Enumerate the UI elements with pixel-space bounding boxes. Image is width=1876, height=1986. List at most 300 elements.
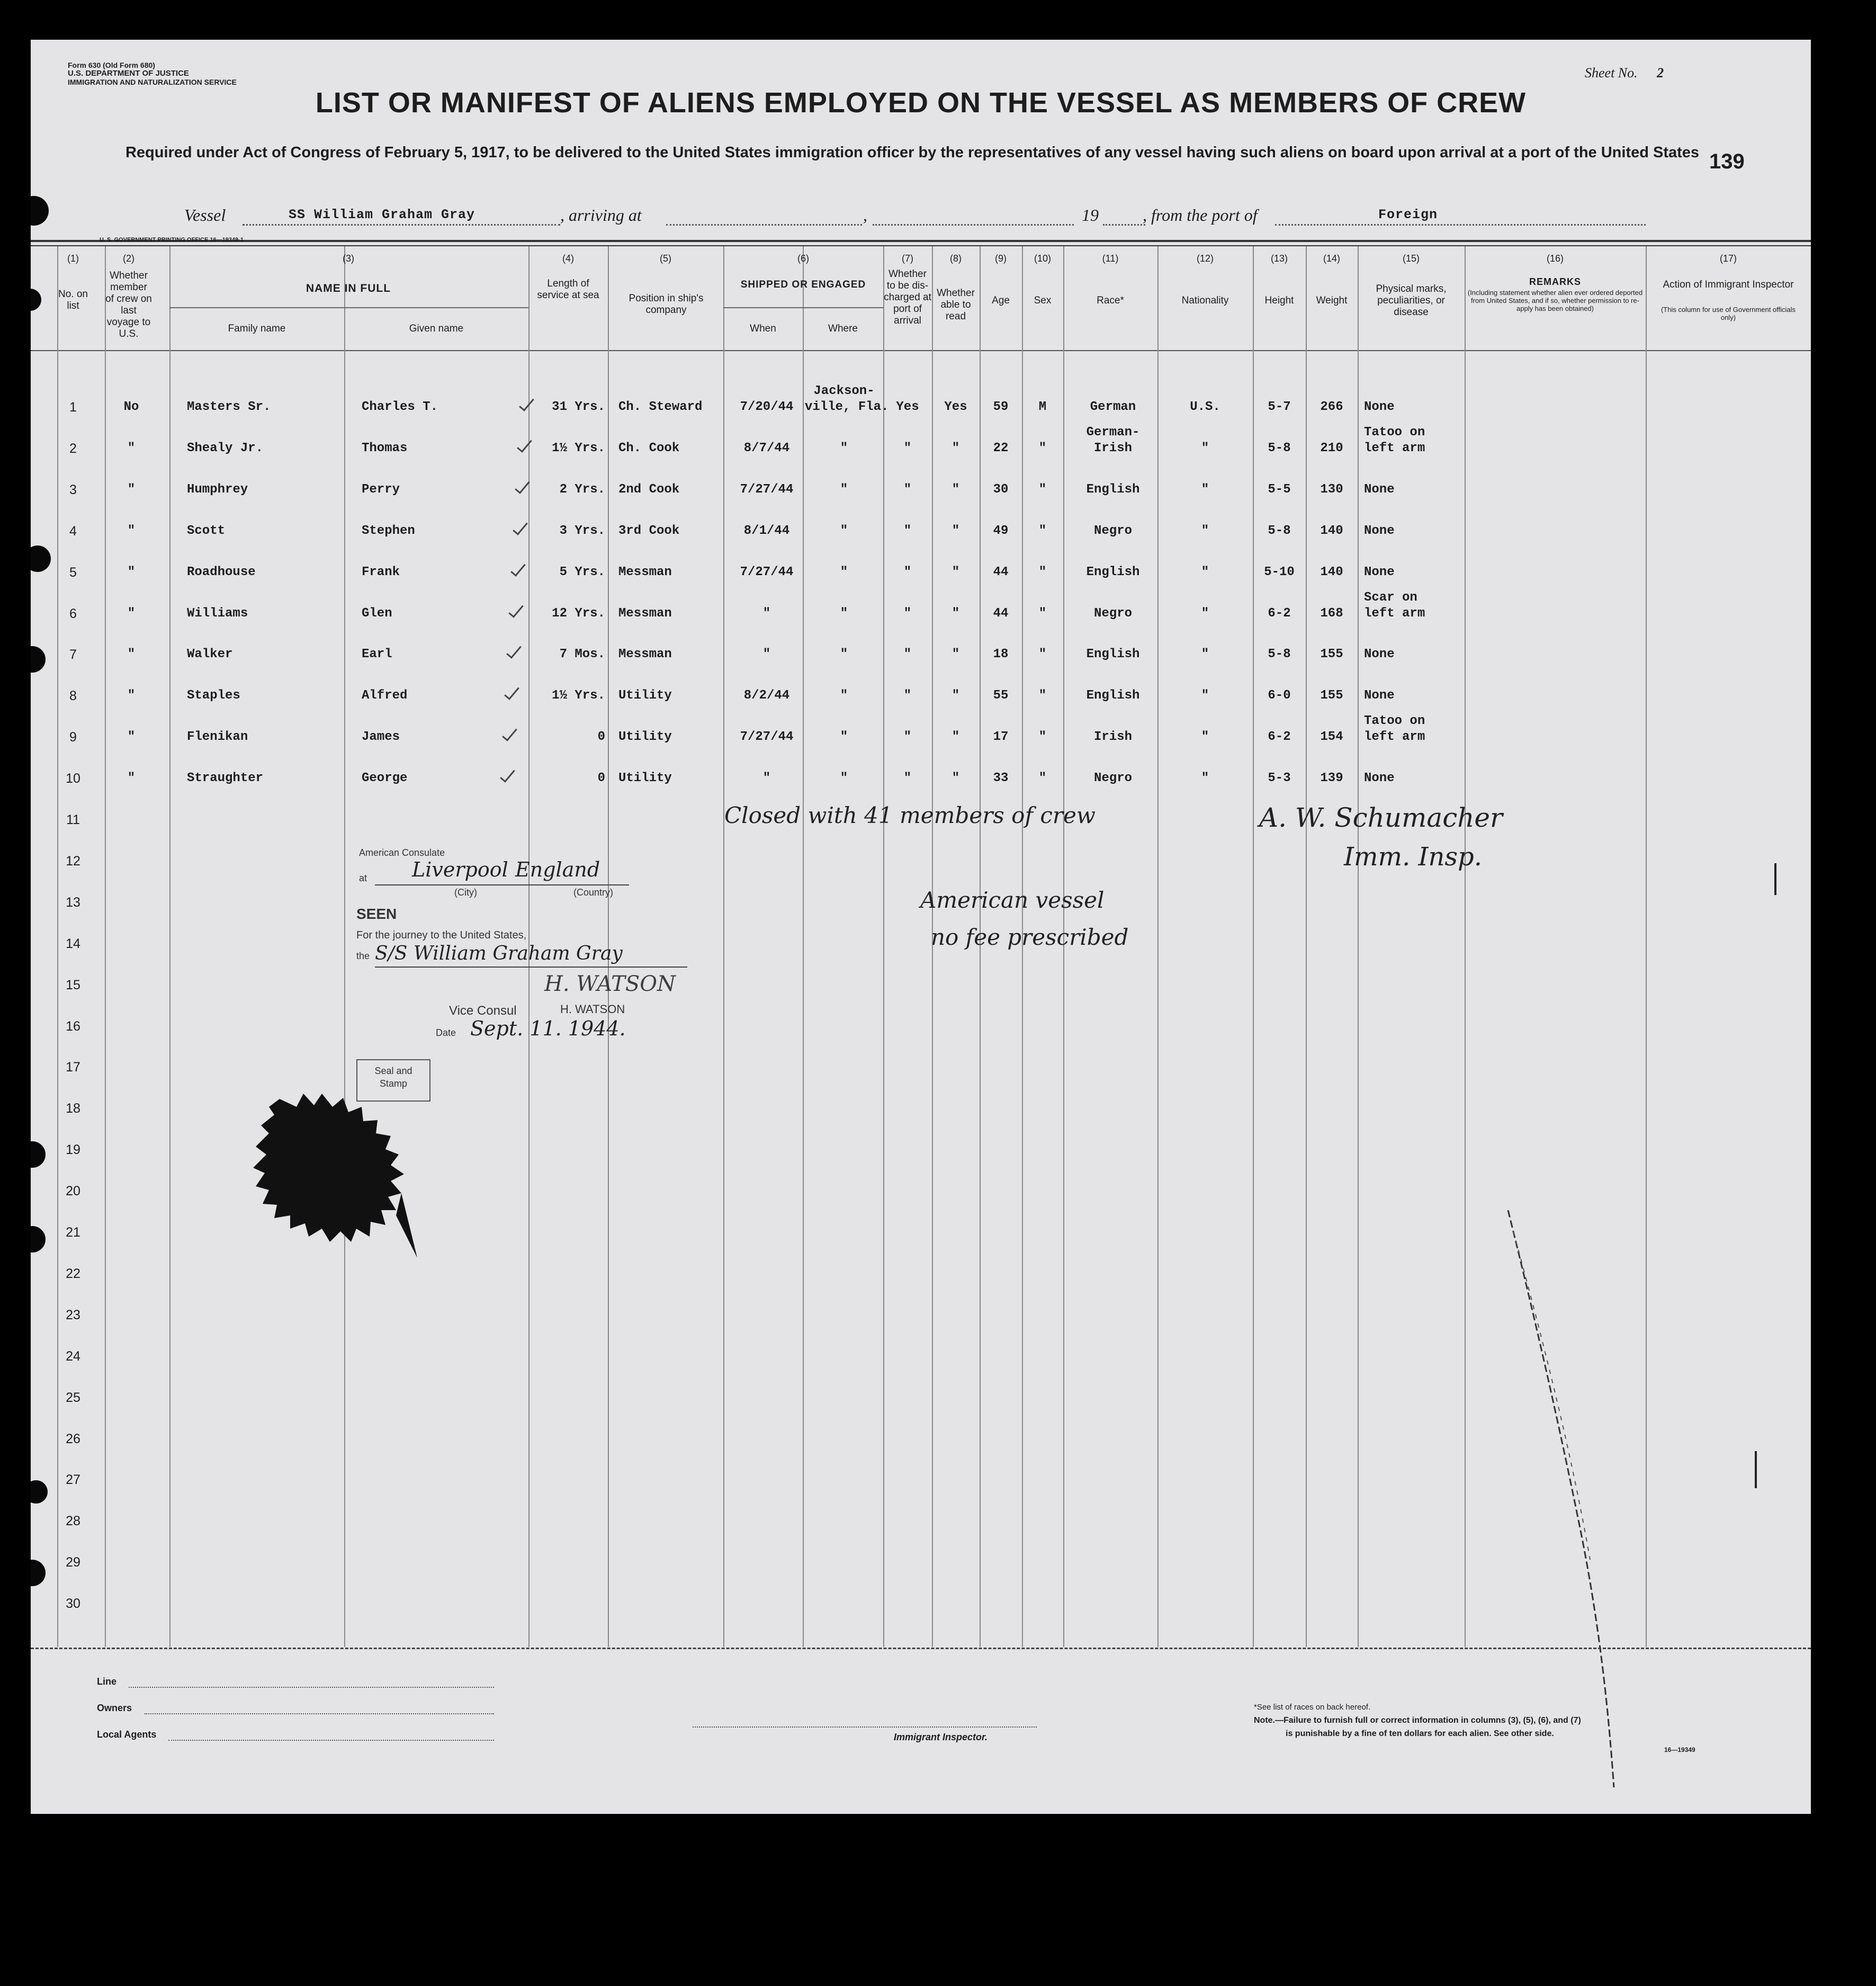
cell-age: 17 bbox=[993, 730, 1009, 745]
row-number: 23 bbox=[66, 1307, 80, 1322]
year-underline bbox=[1103, 224, 1145, 226]
row-number: 20 bbox=[66, 1184, 80, 1199]
cell-given: George bbox=[362, 771, 408, 786]
city-label: (City) bbox=[454, 887, 477, 898]
col-head-position: Position in ship's company bbox=[629, 293, 704, 316]
cell-family: Masters Sr. bbox=[187, 400, 271, 414]
cell-read: Yes bbox=[944, 400, 967, 414]
column-line bbox=[1157, 246, 1159, 1647]
form-id-line: IMMIGRATION AND NATURALIZATION SERVICE bbox=[68, 78, 237, 86]
form-id-line: Form 630 (Old Form 680) bbox=[68, 61, 155, 69]
row-number: 29 bbox=[66, 1555, 80, 1570]
cell-sex: " bbox=[1038, 688, 1047, 703]
cell-family: Staples bbox=[187, 688, 240, 703]
column-line bbox=[169, 246, 170, 1647]
cell-nationality: " bbox=[1201, 606, 1209, 621]
cell-race: Negro bbox=[1093, 771, 1132, 786]
col-num: (4) bbox=[562, 253, 574, 264]
cell-family: Straughter bbox=[187, 771, 264, 786]
cell-service: 5 Yrs. bbox=[559, 565, 605, 579]
cell-last-voyage: " bbox=[127, 647, 136, 662]
vessel-label: Vessel bbox=[184, 205, 226, 225]
cell-family: Scott bbox=[187, 523, 226, 538]
cell-weight: 266 bbox=[1320, 400, 1343, 414]
cell-race: German- bbox=[1086, 425, 1140, 440]
cell-weight: 140 bbox=[1320, 523, 1343, 538]
cell-sex: " bbox=[1038, 482, 1047, 497]
cell-where: " bbox=[840, 647, 848, 662]
cell-sex: M bbox=[1038, 400, 1047, 414]
cell-when: 7/27/44 bbox=[740, 730, 794, 745]
inspector-signature: A. W. Schumacher bbox=[1259, 802, 1503, 833]
cell-race: English bbox=[1086, 565, 1140, 579]
sheet-label: Sheet No. bbox=[1585, 65, 1638, 80]
column-line bbox=[1358, 246, 1359, 1647]
consul-title: Vice Consul bbox=[449, 1004, 517, 1018]
port-underline bbox=[1275, 224, 1646, 226]
col-num: (13) bbox=[1270, 253, 1288, 264]
cell-when: 7/20/44 bbox=[740, 400, 794, 414]
cell-when: " bbox=[762, 606, 771, 621]
seen-label: SEEN bbox=[356, 906, 397, 922]
consulate-label: American Consulate bbox=[359, 847, 445, 858]
col-num: (16) bbox=[1546, 253, 1564, 264]
cell-where: " bbox=[840, 730, 848, 745]
vessel-prefix: the bbox=[356, 951, 370, 961]
header-bottom-rule bbox=[31, 350, 1811, 351]
cell-discharged: " bbox=[903, 606, 912, 621]
cell-height: 5-8 bbox=[1268, 523, 1291, 538]
cell-last-voyage: " bbox=[127, 606, 136, 621]
punch-hole bbox=[31, 545, 51, 572]
cell-age: 18 bbox=[993, 647, 1009, 662]
cell-read: " bbox=[952, 441, 960, 455]
column-line bbox=[883, 246, 884, 1647]
cell-height: 5-3 bbox=[1268, 771, 1291, 786]
cell-height: 5-8 bbox=[1268, 647, 1291, 662]
cell-service: 2 Yrs. bbox=[559, 482, 605, 497]
col-head-race: Race* bbox=[1097, 295, 1124, 306]
col-num: (6) bbox=[797, 253, 809, 264]
punch-hole bbox=[31, 196, 49, 226]
cell-position: 2nd Cook bbox=[618, 482, 680, 497]
from-port: Foreign bbox=[1378, 207, 1438, 222]
column-line bbox=[1465, 246, 1466, 1647]
cell-service: 3 Yrs. bbox=[559, 523, 605, 538]
owners-label: Owners bbox=[97, 1703, 132, 1713]
cell-marks: None bbox=[1364, 647, 1395, 662]
seal-box-line: Stamp bbox=[379, 1078, 408, 1089]
cell-weight: 155 bbox=[1320, 647, 1343, 662]
cell-age: 22 bbox=[993, 441, 1009, 455]
cell-marks: Tatoo on bbox=[1364, 425, 1425, 440]
cell-read: " bbox=[952, 688, 960, 703]
cell-nationality: " bbox=[1201, 441, 1209, 455]
cell-nationality: " bbox=[1201, 523, 1209, 538]
cell-service: 12 Yrs. bbox=[552, 606, 605, 621]
row-number: 26 bbox=[66, 1431, 80, 1446]
cell-given: Frank bbox=[362, 565, 400, 579]
inspector-label: Immigrant Inspector. bbox=[894, 1732, 988, 1742]
row-number: 8 bbox=[69, 688, 77, 704]
cell-position: Utility bbox=[618, 771, 672, 786]
cell-marks: None bbox=[1364, 400, 1395, 414]
col-note-remarks: (Including statement whether alien ever ordered deported from United States, and if so, whether permission to re-apply has been obtained) bbox=[1467, 289, 1643, 312]
cell-position: Utility bbox=[618, 688, 672, 703]
col-num: (2) bbox=[123, 253, 134, 264]
check-mark bbox=[515, 478, 530, 494]
city-underline bbox=[375, 884, 629, 885]
cell-age: 59 bbox=[993, 400, 1009, 414]
cell-given: Thomas bbox=[362, 441, 408, 455]
cell-given: Earl bbox=[362, 647, 392, 662]
row-number: 9 bbox=[69, 730, 77, 745]
row-number: 18 bbox=[66, 1101, 80, 1116]
col-num: (9) bbox=[995, 253, 1007, 264]
cell-when: 8/1/44 bbox=[743, 523, 790, 538]
year-label: 19 bbox=[1082, 205, 1099, 225]
col-head-given: Given name bbox=[409, 323, 464, 334]
cell-given: Charles T. bbox=[362, 400, 438, 414]
penalty-note: is punishable by a fine of ten dollars for each alien. See other side. bbox=[1286, 1729, 1554, 1738]
column-line bbox=[1253, 246, 1254, 1647]
cell-read: " bbox=[952, 482, 960, 497]
row-number: 10 bbox=[66, 771, 80, 786]
cell-age: 55 bbox=[993, 688, 1009, 703]
cell-when: 8/2/44 bbox=[743, 688, 790, 703]
table-top-rule bbox=[31, 240, 1811, 242]
cell-family: Williams bbox=[187, 606, 248, 621]
cell-height: 6-0 bbox=[1268, 688, 1291, 703]
cell-when: " bbox=[762, 771, 771, 786]
cell-service: 31 Yrs. bbox=[552, 400, 605, 414]
arriving-label: , arriving at bbox=[560, 205, 642, 225]
agents-label: Local Agents bbox=[97, 1729, 157, 1740]
cell-where: ville, Fla. bbox=[805, 400, 889, 414]
punch-hole bbox=[31, 1560, 46, 1586]
row-number: 28 bbox=[66, 1514, 80, 1529]
cell-marks: left arm bbox=[1364, 441, 1425, 455]
cell-last-voyage: " bbox=[127, 688, 136, 703]
cell-family: Humphrey bbox=[187, 482, 248, 497]
cell-marks: None bbox=[1364, 482, 1395, 497]
cell-height: 6-2 bbox=[1268, 606, 1291, 621]
page-subtitle: Required under Act of Congress of February 5, 1917, to be delivered to the United States immigration officer by the representatives of any vessel having such aliens on board upon arrival at a port of the United States bbox=[125, 144, 1700, 161]
consular-vessel-underline bbox=[375, 967, 687, 968]
row-number: 17 bbox=[66, 1060, 80, 1075]
vessel-note: American vessel bbox=[920, 887, 1105, 913]
cell-height: 5-5 bbox=[1268, 482, 1291, 497]
row-number: 14 bbox=[66, 936, 80, 951]
cell-discharged: " bbox=[903, 523, 912, 538]
line-label: Line bbox=[97, 1676, 117, 1687]
cell-read: " bbox=[952, 523, 960, 538]
vessel-underline bbox=[243, 224, 560, 226]
cell-race: Irish bbox=[1093, 441, 1132, 455]
col-num: (8) bbox=[950, 253, 962, 264]
consular-date: Sept. 11. 1944. bbox=[470, 1017, 626, 1040]
cell-read: " bbox=[952, 730, 960, 745]
cell-discharged: Yes bbox=[896, 400, 919, 414]
seal-box-line: Seal and bbox=[374, 1066, 412, 1076]
col-note-action: (This column for use of Government officials only) bbox=[1660, 306, 1796, 321]
cell-where: " bbox=[840, 523, 848, 538]
cell-last-voyage: No bbox=[123, 400, 139, 414]
cell-last-voyage: " bbox=[127, 441, 136, 455]
column-line bbox=[1306, 246, 1307, 1647]
cell-sex: " bbox=[1038, 771, 1047, 786]
cell-marks: Scar on bbox=[1364, 590, 1417, 605]
cell-where: " bbox=[840, 606, 848, 621]
form-id-block bbox=[68, 61, 237, 86]
cell-position: Ch. Steward bbox=[618, 400, 703, 414]
cell-where: " bbox=[840, 441, 848, 455]
row-number: 24 bbox=[66, 1348, 80, 1364]
column-line bbox=[803, 246, 804, 1647]
cell-nationality: " bbox=[1201, 688, 1209, 703]
row-number: 6 bbox=[69, 606, 77, 621]
cell-where: " bbox=[840, 688, 848, 703]
cell-race: English bbox=[1086, 688, 1140, 703]
cell-family: Roadhouse bbox=[187, 565, 256, 579]
cell-family: Walker bbox=[187, 647, 233, 662]
cell-last-voyage: " bbox=[127, 482, 136, 497]
cell-position: Ch. Cook bbox=[618, 441, 680, 455]
cell-race: English bbox=[1086, 482, 1140, 497]
cell-nationality: " bbox=[1201, 771, 1209, 786]
check-mark bbox=[519, 395, 534, 411]
cell-weight: 168 bbox=[1320, 606, 1343, 621]
cell-weight: 155 bbox=[1320, 688, 1343, 703]
col-head-sex: Sex bbox=[1034, 295, 1052, 306]
punch-hole bbox=[31, 289, 41, 311]
col-head-marks: Physical marks, peculiarities, or disease bbox=[1376, 283, 1447, 318]
row-number: 16 bbox=[66, 1018, 80, 1034]
cell-age: 44 bbox=[993, 565, 1009, 579]
col-num: (1) bbox=[67, 253, 79, 264]
cell-sex: " bbox=[1038, 441, 1047, 455]
cell-weight: 139 bbox=[1320, 771, 1343, 786]
cell-read: " bbox=[952, 606, 960, 621]
col-head-height: Height bbox=[1264, 295, 1294, 306]
cell-given: Glen bbox=[362, 606, 392, 621]
cell-age: 33 bbox=[993, 771, 1009, 786]
col-num: (14) bbox=[1323, 253, 1340, 264]
col-head-when: When bbox=[750, 323, 776, 334]
cell-last-voyage: " bbox=[127, 771, 136, 786]
cell-service: 0 bbox=[597, 730, 605, 745]
page-title: LIST OR MANIFEST OF ALIENS EMPLOYED ON THE VESSEL AS MEMBERS OF CREW bbox=[315, 87, 1527, 119]
cell-discharged: " bbox=[903, 647, 912, 662]
check-mark bbox=[517, 436, 532, 453]
cell-marks: left arm bbox=[1364, 730, 1425, 745]
cell-race: English bbox=[1086, 647, 1140, 662]
row-number: 15 bbox=[66, 977, 80, 992]
punch-hole bbox=[31, 1141, 46, 1168]
cell-weight: 154 bbox=[1320, 730, 1343, 745]
cell-race: Negro bbox=[1093, 523, 1132, 538]
cell-read: " bbox=[952, 647, 960, 662]
col-num: (12) bbox=[1196, 253, 1214, 264]
consul-name: H. WATSON bbox=[560, 1003, 625, 1016]
form-code: 16—19349 bbox=[1664, 1746, 1695, 1754]
journey-label: For the journey to the United States, bbox=[356, 929, 527, 941]
cell-marks: None bbox=[1364, 565, 1395, 579]
cell-where: " bbox=[840, 482, 848, 497]
cell-marks: left arm bbox=[1364, 606, 1425, 621]
cell-position: Messman bbox=[618, 565, 672, 579]
name-divider bbox=[169, 307, 528, 308]
cell-nationality: " bbox=[1201, 730, 1209, 745]
cell-sex: " bbox=[1038, 730, 1047, 745]
form-id-line: U.S. DEPARTMENT OF JUSTICE bbox=[68, 69, 189, 78]
cell-height: 6-2 bbox=[1268, 730, 1291, 745]
cell-family: Shealy Jr. bbox=[187, 441, 264, 455]
cell-marks: None bbox=[1364, 771, 1395, 786]
cell-sex: " bbox=[1038, 606, 1047, 621]
col-num: (15) bbox=[1402, 253, 1420, 264]
col-head-family: Family name bbox=[228, 323, 286, 334]
cell-nationality: " bbox=[1201, 647, 1209, 662]
cell-service: 1½ Yrs. bbox=[552, 441, 605, 455]
col-head-no: No. on list bbox=[58, 289, 88, 311]
cell-when: 7/27/44 bbox=[740, 565, 794, 579]
footer-rule bbox=[31, 1648, 1811, 1649]
cell-nationality: " bbox=[1201, 565, 1209, 579]
date-label: Date bbox=[436, 1027, 456, 1038]
inspector-signature-line bbox=[693, 1726, 1037, 1728]
arriving-underline bbox=[666, 224, 862, 226]
row-number: 13 bbox=[66, 894, 80, 910]
cell-service: 1½ Yrs. bbox=[552, 688, 605, 703]
col-num: (11) bbox=[1102, 253, 1119, 264]
cell-last-voyage: " bbox=[127, 730, 136, 745]
cell-family: Flenikan bbox=[187, 730, 248, 745]
cell-race: Irish bbox=[1093, 730, 1132, 745]
page-number: 139 bbox=[1709, 150, 1745, 173]
punch-hole bbox=[31, 646, 46, 673]
cell-marks: None bbox=[1364, 688, 1395, 703]
cell-discharged: " bbox=[903, 771, 912, 786]
col-num: (7) bbox=[902, 253, 913, 264]
col-head-age: Age bbox=[992, 295, 1010, 306]
column-line bbox=[344, 246, 345, 1647]
manifest-page bbox=[31, 40, 1811, 1814]
cell-discharged: " bbox=[903, 441, 912, 455]
cell-position: Messman bbox=[618, 606, 672, 621]
cell-discharged: " bbox=[903, 482, 912, 497]
column-line bbox=[723, 246, 724, 1647]
owners-underline bbox=[145, 1713, 494, 1714]
col-head-last-voyage: Whether member of crew on last voyage to U.S. bbox=[105, 270, 152, 339]
inspector-title: Imm. Insp. bbox=[1344, 842, 1482, 872]
cell-given: Perry bbox=[362, 482, 400, 497]
cell-where: " bbox=[840, 771, 848, 786]
cell-age: 44 bbox=[993, 606, 1009, 621]
consulate-city: Liverpool bbox=[412, 858, 508, 881]
country-label: (Country) bbox=[573, 887, 614, 898]
row-number: 12 bbox=[66, 853, 80, 869]
consul-signature: H. WATSON bbox=[544, 972, 676, 996]
cell-discharged: " bbox=[903, 688, 912, 703]
cell-given: James bbox=[362, 730, 400, 745]
vessel-note: no fee prescribed bbox=[931, 924, 1129, 950]
consular-vessel: S/S William Graham Gray bbox=[375, 943, 623, 964]
line-underline bbox=[129, 1687, 494, 1688]
table-top-rule bbox=[31, 245, 1811, 246]
printing-office: U. S. GOVERNMENT PRINTING OFFICE 16—19349-1 bbox=[100, 237, 244, 243]
col-head-read: Whether able to read bbox=[937, 288, 975, 322]
shipped-divider bbox=[723, 307, 883, 308]
cell-service: 7 Mos. bbox=[559, 647, 605, 662]
row-number: 1 bbox=[69, 400, 77, 415]
cell-race: German bbox=[1090, 400, 1136, 414]
row-number: 3 bbox=[69, 482, 77, 497]
col-head-name: NAME IN FULL bbox=[306, 282, 391, 294]
cell-age: 30 bbox=[993, 482, 1009, 497]
sheet-value: 2 bbox=[1657, 65, 1664, 80]
cell-nationality: U.S. bbox=[1190, 400, 1220, 414]
cell-race: Negro bbox=[1093, 606, 1132, 621]
col-head-shipped: SHIPPED OR ENGAGED bbox=[740, 279, 866, 290]
cell-weight: 140 bbox=[1320, 565, 1343, 579]
punch-hole bbox=[31, 1480, 48, 1504]
margin-mark bbox=[1755, 1451, 1757, 1488]
cell-where: Jackson- bbox=[813, 384, 875, 398]
cell-discharged: " bbox=[903, 565, 912, 579]
cell-sex: " bbox=[1038, 523, 1047, 538]
row-number: 4 bbox=[69, 523, 77, 539]
cell-position: Messman bbox=[618, 647, 672, 662]
row-number: 27 bbox=[66, 1472, 80, 1488]
cell-when: 7/27/44 bbox=[740, 482, 794, 497]
cell-marks: Tatoo on bbox=[1364, 714, 1425, 729]
cell-nationality: " bbox=[1201, 482, 1209, 497]
col-head-nationality: Nationality bbox=[1181, 295, 1229, 306]
row-number: 2 bbox=[69, 441, 77, 456]
consular-seal bbox=[237, 1057, 428, 1279]
agents-underline bbox=[168, 1740, 494, 1741]
row-number: 30 bbox=[66, 1596, 80, 1612]
pen-stroke bbox=[1503, 1210, 1662, 1793]
date-underline bbox=[873, 224, 1074, 226]
col-head-discharged: Whether to be dis-charged at port of arrival bbox=[884, 269, 931, 326]
penalty-note: Note.—Failure to furnish full or correct information in columns (3), (5), (6), and (7) bbox=[1254, 1716, 1581, 1725]
row-number: 5 bbox=[69, 565, 77, 580]
cell-discharged: " bbox=[903, 730, 912, 745]
col-head-action: Action of Immigrant Inspector bbox=[1663, 279, 1794, 290]
col-num: (17) bbox=[1719, 253, 1737, 264]
cell-given: Alfred bbox=[362, 688, 408, 703]
cell-age: 49 bbox=[993, 523, 1009, 538]
cell-given: Stephen bbox=[362, 523, 415, 538]
cell-last-voyage: " bbox=[127, 523, 136, 538]
cell-when: " bbox=[762, 647, 771, 662]
column-line bbox=[105, 246, 106, 1647]
row-number: 7 bbox=[69, 647, 77, 663]
row-number: 19 bbox=[66, 1142, 80, 1158]
margin-mark bbox=[1774, 863, 1776, 895]
cell-position: Utility bbox=[618, 730, 672, 745]
consulate-country: England bbox=[515, 858, 600, 881]
cell-last-voyage: " bbox=[127, 565, 136, 579]
closed-note: Closed with 41 members of crew bbox=[724, 802, 1096, 828]
cell-position: 3rd Cook bbox=[618, 523, 680, 538]
cell-service: 0 bbox=[597, 771, 605, 786]
col-num: (5) bbox=[660, 253, 671, 264]
cell-height: 5-8 bbox=[1268, 441, 1291, 455]
cell-read: " bbox=[952, 565, 960, 579]
